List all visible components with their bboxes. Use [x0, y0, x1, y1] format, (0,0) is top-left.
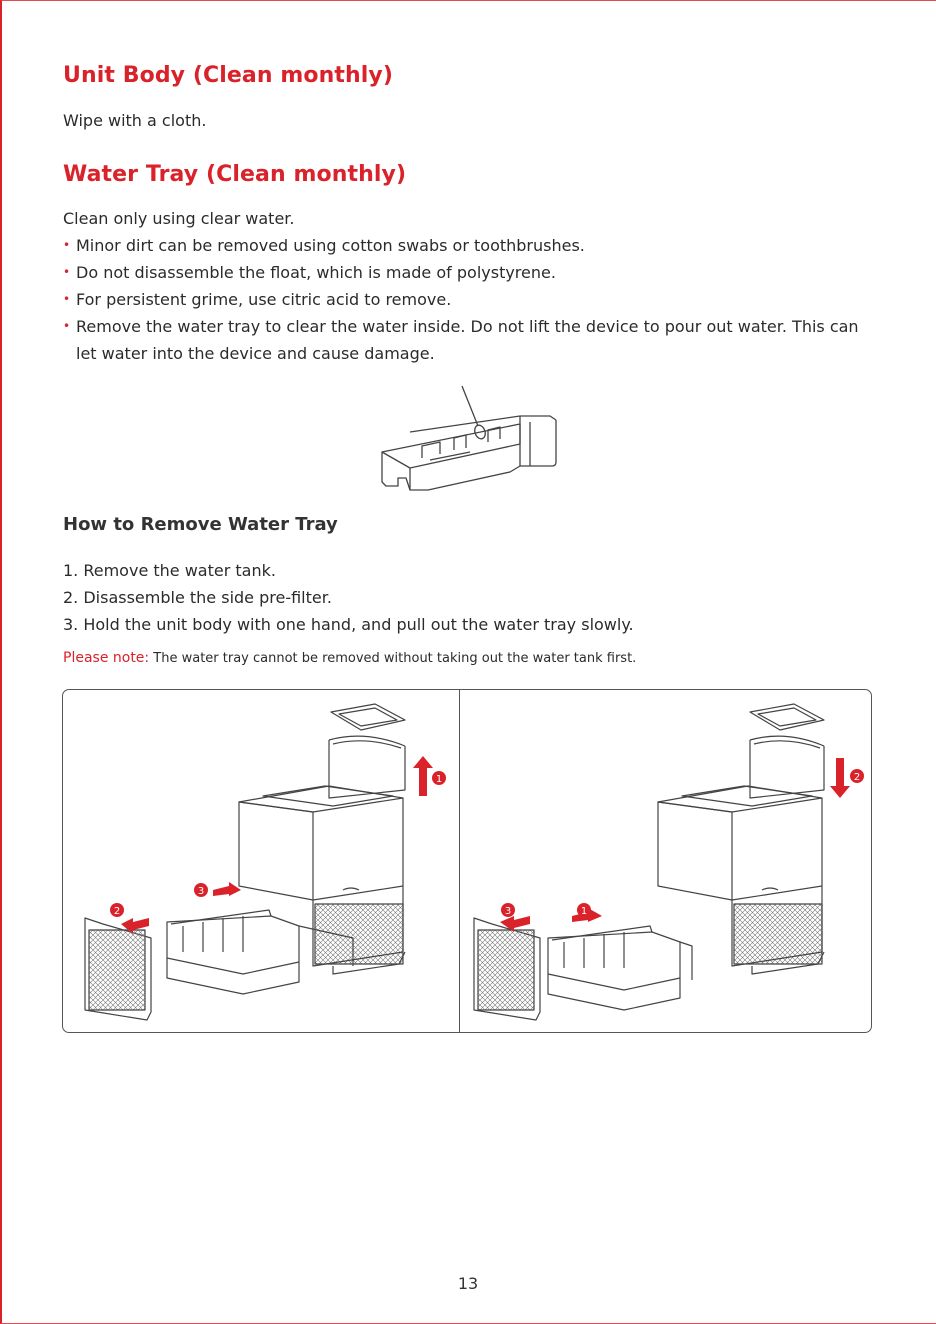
- marker-label: 3: [504, 906, 512, 917]
- list-item: • For persistent grime, use citric acid to remove.: [63, 286, 883, 313]
- marker-label: 1: [580, 906, 588, 917]
- unit-body-text: Wipe with a cloth.: [63, 111, 207, 130]
- water-tray-cleaning-illustration: [370, 382, 570, 497]
- install-illustration: [460, 690, 872, 1033]
- remove-tray-heading: How to Remove Water Tray: [63, 514, 338, 535]
- please-note: [63, 650, 636, 666]
- list-item: • Remove the water tray to clear the water inside. Do not lift the device to pour out water. This can let water into the device and cause damage.: [63, 313, 883, 367]
- list-item: • Do not disassemble the float, which is made of polystyrene.: [63, 259, 883, 286]
- note-label: Please note:: [63, 650, 150, 666]
- water-tray-bullets: [63, 232, 883, 367]
- marker-label: 2: [853, 772, 861, 783]
- bullet-dot-icon: •: [63, 292, 71, 306]
- removal-illustration: [63, 690, 459, 1033]
- bullet-dot-icon: •: [63, 319, 71, 333]
- page-number: 13: [457, 1274, 479, 1293]
- unit-body-heading: Unit Body (Clean monthly): [63, 63, 394, 88]
- list-item: 2. Disassemble the side pre-filter.: [63, 588, 332, 607]
- note-text: The water tray cannot be removed without taking out the water tank first.: [153, 651, 637, 666]
- list-item: 1. Remove the water tank.: [63, 561, 276, 580]
- list-item: • Minor dirt can be removed using cotton swabs or toothbrushes.: [63, 232, 883, 259]
- removal-figures-panel: [62, 689, 872, 1033]
- remove-tray-steps: [63, 557, 634, 638]
- marker-label: 2: [113, 906, 121, 917]
- water-tray-intro: Clean only using clear water.: [63, 209, 295, 228]
- marker-label: 1: [435, 774, 443, 785]
- list-item: 3. Hold the unit body with one hand, and pull out the water tray slowly.: [63, 615, 634, 634]
- bullet-dot-icon: •: [63, 265, 71, 279]
- step-markers: [110, 771, 446, 917]
- bullet-dot-icon: •: [63, 238, 71, 252]
- water-tray-heading: Water Tray (Clean monthly): [63, 162, 407, 187]
- marker-label: 3: [197, 886, 205, 897]
